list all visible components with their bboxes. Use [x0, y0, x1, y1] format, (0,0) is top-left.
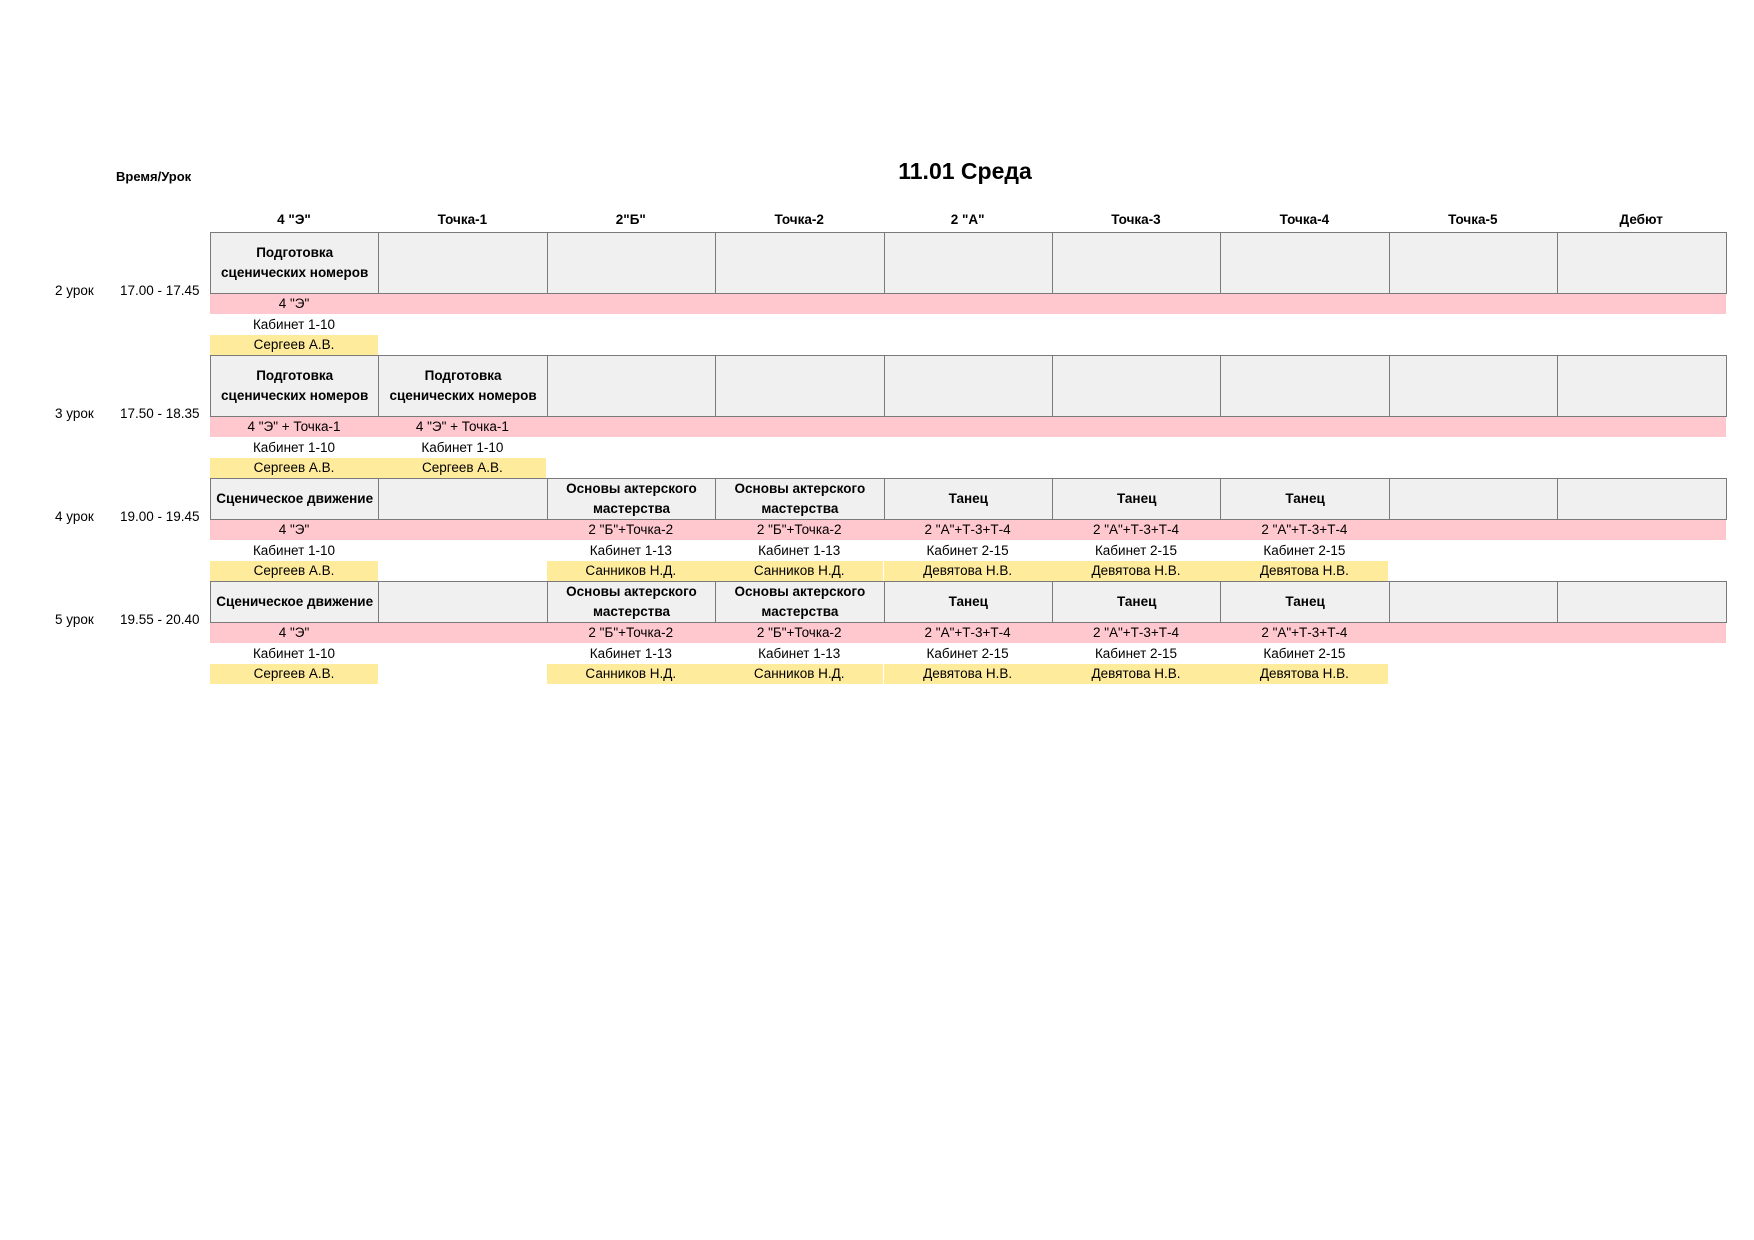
group-cell: 2 "А"+Т-3+Т-4	[1261, 522, 1348, 537]
subject-cell: Сценическое движение	[210, 581, 379, 623]
subject-cell	[1052, 232, 1221, 294]
group-cell: 2 "А"+Т-3+Т-4	[924, 625, 1011, 640]
subject-cell: Основы актерского мастерства	[547, 581, 716, 623]
teacher-cell: Санников Н.Д.	[715, 561, 883, 581]
page-title: 11.01 Среда	[898, 158, 1032, 184]
teacher-cell: Сергеев А.В.	[378, 458, 546, 478]
group-cell	[547, 417, 715, 437]
subject-cell	[378, 581, 547, 623]
room-cell: Кабинет 1-13	[589, 542, 672, 558]
teacher-cell: Девятова Н.В.	[884, 561, 1052, 581]
teacher-cell: Сергеев А.В.	[210, 664, 378, 684]
subject-cell: Танец	[884, 478, 1053, 520]
group-cell: 2 "Б"+Точка-2	[588, 522, 674, 537]
subject-cell: Подготовка сценических номеров	[210, 232, 379, 294]
room-cell	[1557, 644, 1725, 664]
teacher-cell: Девятова Н.В.	[1220, 561, 1388, 581]
room-cell: Кабинет 1-10	[252, 439, 336, 455]
subject-cell: Основы актерского мастерства	[715, 581, 884, 623]
group-cell	[1389, 623, 1557, 643]
room-cell	[1389, 644, 1557, 664]
group-cell	[715, 417, 883, 437]
teacher-cell: Сергеев А.В.	[210, 561, 378, 581]
teacher-cell: Сергеев А.В.	[210, 335, 378, 355]
teacher-cell: Сергеев А.В.	[210, 458, 378, 478]
subject-cell	[1389, 581, 1558, 623]
room-cell	[715, 438, 883, 458]
teacher-cell: Санников Н.Д.	[715, 664, 883, 684]
subject-cell: Танец	[1052, 581, 1221, 623]
room-cell	[1220, 315, 1388, 335]
room-cell	[1389, 438, 1557, 458]
group-cell: 2 "А"+Т-3+Т-4	[1092, 625, 1180, 640]
column-header: 4 "Э"	[277, 212, 311, 227]
subject-cell	[1220, 355, 1389, 417]
subject-cell: Основы актерского мастерства	[547, 478, 716, 520]
teacher-cell	[1389, 458, 1557, 478]
room-cell: Кабинет 1-10	[252, 316, 336, 332]
column-header: 2"Б"	[615, 212, 646, 227]
subject-cell	[1557, 232, 1726, 294]
subject-cell: Танец	[1220, 478, 1389, 520]
column-header: Точка-5	[1448, 212, 1498, 227]
subject-cell	[715, 232, 884, 294]
teacher-cell	[1220, 458, 1388, 478]
group-cell	[1052, 417, 1220, 437]
group-cell	[1557, 417, 1725, 437]
room-cell	[884, 315, 1052, 335]
room-cell	[1389, 541, 1557, 561]
room-cell: Кабинет 2-15	[1094, 645, 1178, 661]
room-cell: Кабинет 1-13	[758, 645, 841, 661]
room-cell	[378, 315, 546, 335]
group-cell	[1389, 417, 1557, 437]
teacher-cell: Девятова Н.В.	[1052, 561, 1220, 581]
group-cell	[378, 520, 546, 540]
room-cell: Кабинет 1-10	[252, 645, 336, 661]
group-cell: 4 "Э"	[278, 522, 310, 537]
room-cell: Кабинет 1-10	[421, 439, 504, 455]
group-cell	[1389, 520, 1557, 540]
subject-cell	[715, 355, 884, 417]
group-cell: 2 "Б"+Точка-2	[756, 625, 842, 640]
room-cell	[1220, 438, 1388, 458]
room-cell: Кабинет 1-13	[758, 542, 841, 558]
subject-cell: Танец	[1052, 478, 1221, 520]
teacher-cell	[1220, 335, 1388, 355]
subject-cell	[884, 355, 1053, 417]
group-cell	[1557, 294, 1725, 314]
group-cell	[1557, 623, 1725, 643]
subject-cell	[1557, 478, 1726, 520]
subject-cell	[1052, 355, 1221, 417]
group-cell: 4 "Э"	[278, 296, 310, 311]
teacher-cell	[1557, 458, 1725, 478]
column-header: 2 "А"	[950, 212, 985, 227]
room-cell	[547, 315, 715, 335]
subject-cell	[1220, 232, 1389, 294]
room-cell	[1052, 315, 1220, 335]
subject-cell: Сценическое движение	[210, 478, 379, 520]
subject-cell	[884, 232, 1053, 294]
room-cell: Кабинет 2-15	[1094, 542, 1178, 558]
room-cell	[378, 644, 546, 664]
subject-cell: Основы актерского мастерства	[715, 478, 884, 520]
group-cell	[715, 294, 883, 314]
teacher-cell	[1389, 561, 1557, 581]
teacher-cell	[884, 458, 1052, 478]
group-cell	[1557, 520, 1725, 540]
column-header: Точка-2	[774, 212, 824, 227]
subject-cell: Танец	[884, 581, 1053, 623]
group-cell	[1052, 294, 1220, 314]
room-cell	[1389, 315, 1557, 335]
lesson-time: 19.55 - 20.40	[120, 612, 200, 627]
room-cell	[1557, 315, 1725, 335]
lesson-label: 4 урок	[55, 509, 94, 524]
subject-cell: Танец	[1220, 581, 1389, 623]
subject-cell	[1557, 355, 1726, 417]
group-cell	[378, 294, 546, 314]
teacher-cell	[1557, 664, 1725, 684]
teacher-cell	[884, 335, 1052, 355]
column-header: Точка-4	[1279, 212, 1330, 227]
subject-cell	[378, 478, 547, 520]
teacher-cell	[1389, 664, 1557, 684]
room-cell	[1052, 438, 1220, 458]
room-cell	[378, 541, 546, 561]
teacher-cell	[547, 335, 715, 355]
room-cell: Кабинет 2-15	[1263, 645, 1346, 661]
teacher-cell	[1389, 335, 1557, 355]
teacher-cell	[1052, 335, 1220, 355]
room-cell	[884, 438, 1052, 458]
subject-cell	[1389, 232, 1558, 294]
teacher-cell: Санников Н.Д.	[547, 664, 715, 684]
room-cell: Кабинет 2-15	[926, 645, 1009, 661]
teacher-cell	[715, 458, 883, 478]
room-cell	[1557, 541, 1725, 561]
group-cell: 4 "Э" + Точка-1	[415, 419, 509, 434]
room-cell: Кабинет 1-13	[589, 645, 672, 661]
subject-cell	[1557, 581, 1726, 623]
lesson-label: 2 урок	[55, 283, 94, 298]
group-cell: 2 "А"+Т-3+Т-4	[1261, 625, 1348, 640]
teacher-cell: Санников Н.Д.	[547, 561, 715, 581]
teacher-cell	[1557, 335, 1725, 355]
teacher-cell	[378, 561, 546, 581]
teacher-cell	[715, 335, 883, 355]
room-cell	[715, 315, 883, 335]
group-cell	[884, 294, 1052, 314]
group-cell: 2 "А"+Т-3+Т-4	[924, 522, 1011, 537]
room-cell: Кабинет 2-15	[926, 542, 1009, 558]
lesson-label: 3 урок	[55, 406, 94, 421]
column-header: Дебют	[1619, 212, 1663, 227]
group-cell	[1389, 294, 1557, 314]
subject-cell: Подготовка сценических номеров	[378, 355, 547, 417]
lesson-time: 17.50 - 18.35	[120, 406, 200, 421]
group-cell: 2 "А"+Т-3+Т-4	[1092, 522, 1180, 537]
subject-cell: Подготовка сценических номеров	[210, 355, 379, 417]
subject-cell	[1389, 355, 1558, 417]
group-cell	[378, 623, 546, 643]
room-cell: Кабинет 1-10	[252, 542, 336, 558]
column-header: Точка-1	[437, 212, 488, 227]
lesson-time: 19.00 - 19.45	[120, 509, 200, 524]
teacher-cell: Девятова Н.В.	[1220, 664, 1388, 684]
group-cell	[1220, 294, 1388, 314]
group-cell: 2 "Б"+Точка-2	[588, 625, 674, 640]
group-cell	[1220, 417, 1388, 437]
room-cell	[547, 438, 715, 458]
teacher-cell	[547, 458, 715, 478]
subject-cell	[378, 232, 547, 294]
group-cell	[547, 294, 715, 314]
subject-cell	[547, 232, 716, 294]
teacher-cell	[378, 664, 546, 684]
group-cell: 4 "Э" + Точка-1	[247, 419, 341, 434]
teacher-cell	[1052, 458, 1220, 478]
group-cell: 2 "Б"+Точка-2	[756, 522, 842, 537]
column-header: Точка-3	[1111, 212, 1161, 227]
group-cell: 4 "Э"	[278, 625, 310, 640]
teacher-cell: Девятова Н.В.	[884, 664, 1052, 684]
time-lesson-header: Время/Урок	[116, 169, 192, 184]
subject-cell	[547, 355, 716, 417]
lesson-label: 5 урок	[55, 612, 94, 627]
room-cell	[1557, 438, 1725, 458]
room-cell: Кабинет 2-15	[1263, 542, 1346, 558]
lesson-time: 17.00 - 17.45	[120, 283, 200, 298]
teacher-cell	[378, 335, 546, 355]
teacher-cell	[1557, 561, 1725, 581]
teacher-cell: Девятова Н.В.	[1052, 664, 1220, 684]
subject-cell	[1389, 478, 1558, 520]
group-cell	[884, 417, 1052, 437]
